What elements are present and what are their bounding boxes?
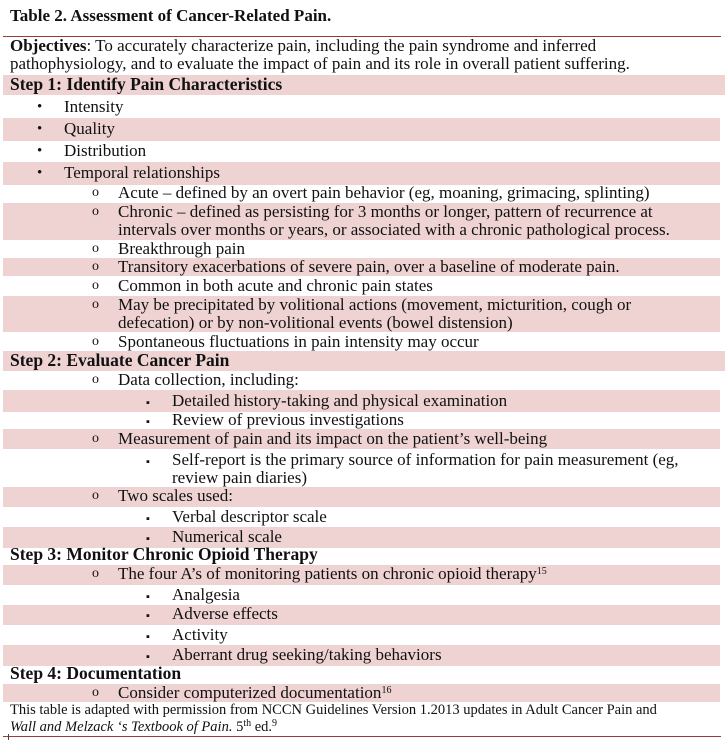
list-item [3,645,720,666]
bullet-marker: • [37,143,43,159]
step1-heading: Step 1: Identify Pain Characteristics [3,75,725,95]
circle-marker: o [92,334,99,349]
circle-marker: o [92,259,99,274]
square-marker: ▪ [146,533,150,545]
item-text: Verbal descriptor scale [172,507,327,526]
circle-marker: o [92,185,99,200]
circle-marker: o [92,204,99,219]
step4-heading: Step 4: Documentation [10,664,182,683]
circle-marker: o [92,488,99,503]
item-text: Adverse effects [172,605,278,623]
circle-marker: o [92,685,99,700]
list-item [3,296,720,332]
circle-marker: o [92,278,99,293]
list-item [3,390,720,412]
bullet-marker: • [37,121,43,137]
list-item [3,605,720,625]
item-text: Chronic – defined as persisting for 3 months or longer, pattern of recurrence at intervals over months or years, or associated with a chronic pathological process. [118,203,670,239]
item-text: Numerical scale [172,527,282,546]
table-footnote [10,702,715,736]
item-text: Review of previous investigations [172,411,404,429]
bullet-marker: • [37,99,43,115]
list-item [3,565,720,585]
list-item [3,507,720,528]
item-text: Quality [64,119,115,138]
footnote-text: This table is adapted with permission from NCCN Guidelines Version 1.2013 updates in Adult Cancer Pain and [10,702,657,718]
objectives-text: : To accurately characterize pain, including the pain syndrome and inferred pathophysiology, and to evaluate the impact of pain and its role in overall patient suffering. [10,36,630,73]
item-text: Intensity [64,98,124,116]
circle-marker: o [92,297,99,312]
footnote-edition: 5 [232,719,244,735]
item-text: Consider computerized documentation [118,684,382,702]
reference-superscript: 16 [381,685,392,696]
list-item [3,487,720,507]
list-item [3,451,720,487]
square-marker: ▪ [146,513,150,525]
square-marker: ▪ [146,591,150,603]
square-marker: ▪ [146,651,150,663]
item-text: Temporal relationships [64,163,221,182]
item-text: Aberrant drug seeking/taking behaviors [172,645,442,664]
list-item [3,98,720,116]
item-text: Self-report is the primary source of information for pain measurement (eg, review pain diaries) [172,451,679,487]
item-text: Measurement of pain and its impact on the patient’s well-being [118,429,548,448]
list-item [3,258,720,276]
circle-marker: o [92,566,99,581]
list-item [3,240,720,258]
square-marker: ▪ [146,416,150,428]
footnote-edition-suffix: th [243,718,252,729]
table-bottom-border [3,736,721,737]
list-item [3,429,720,449]
footnote-source: Wall and Melzack ‘s Textbook of Pain. [10,719,233,735]
item-text: Distribution [64,142,147,160]
objectives [10,37,715,73]
objectives-label: Objectives [10,36,87,55]
item-text: Common in both acute and chronic pain states [118,277,433,295]
list-item [3,118,720,141]
square-marker: ▪ [146,456,150,468]
list-item [3,371,720,389]
text-cursor [8,734,9,740]
square-marker: ▪ [146,610,150,622]
circle-marker: o [92,431,99,446]
footnote-edition-rest: ed. [251,719,273,735]
item-text: Activity [172,626,228,644]
item-text: Analgesia [172,585,240,604]
item-text: The four A’s of monitoring patients on chronic opioid therapy [118,565,537,583]
list-item [3,184,720,202]
item-text: Two scales used: [118,487,233,505]
item-text: Spontaneous fluctuations in pain intensity may occur [118,333,479,351]
bullet-marker: • [37,165,43,181]
table-title: Table 2. Assessment of Cancer-Related Pain. [10,6,332,25]
item-text: Transitory exacerbations of severe pain, over a baseline of moderate pain. [118,258,620,276]
item-text: May be precipitated by volitional actions (movement, micturition, cough or defecation) or by non-volitional events (bowel distension) [118,296,632,332]
list-item [3,142,720,160]
reference-superscript: 15 [536,566,547,577]
reference-superscript: 9 [272,718,278,729]
list-item [3,333,720,351]
circle-marker: o [92,372,99,387]
list-item [3,203,720,240]
step2-heading: Step 2: Evaluate Cancer Pain [3,351,725,371]
list-item [3,626,720,646]
circle-marker: o [92,241,99,256]
list-item [3,585,720,606]
square-marker: ▪ [146,631,150,643]
list-item [3,162,720,185]
list-item [3,411,720,429]
item-text: Data collection, including: [118,371,299,389]
step3-heading: Step 3: Monitor Chronic Opioid Therapy [10,545,318,564]
item-text: Acute – defined by an overt pain behavior (eg, moaning, grimacing, splinting) [118,184,650,202]
square-marker: ▪ [146,397,150,409]
list-item [3,277,720,295]
list-item [3,684,720,702]
item-text: Breakthrough pain [118,240,245,258]
item-text: Detailed history-taking and physical examination [172,391,508,410]
